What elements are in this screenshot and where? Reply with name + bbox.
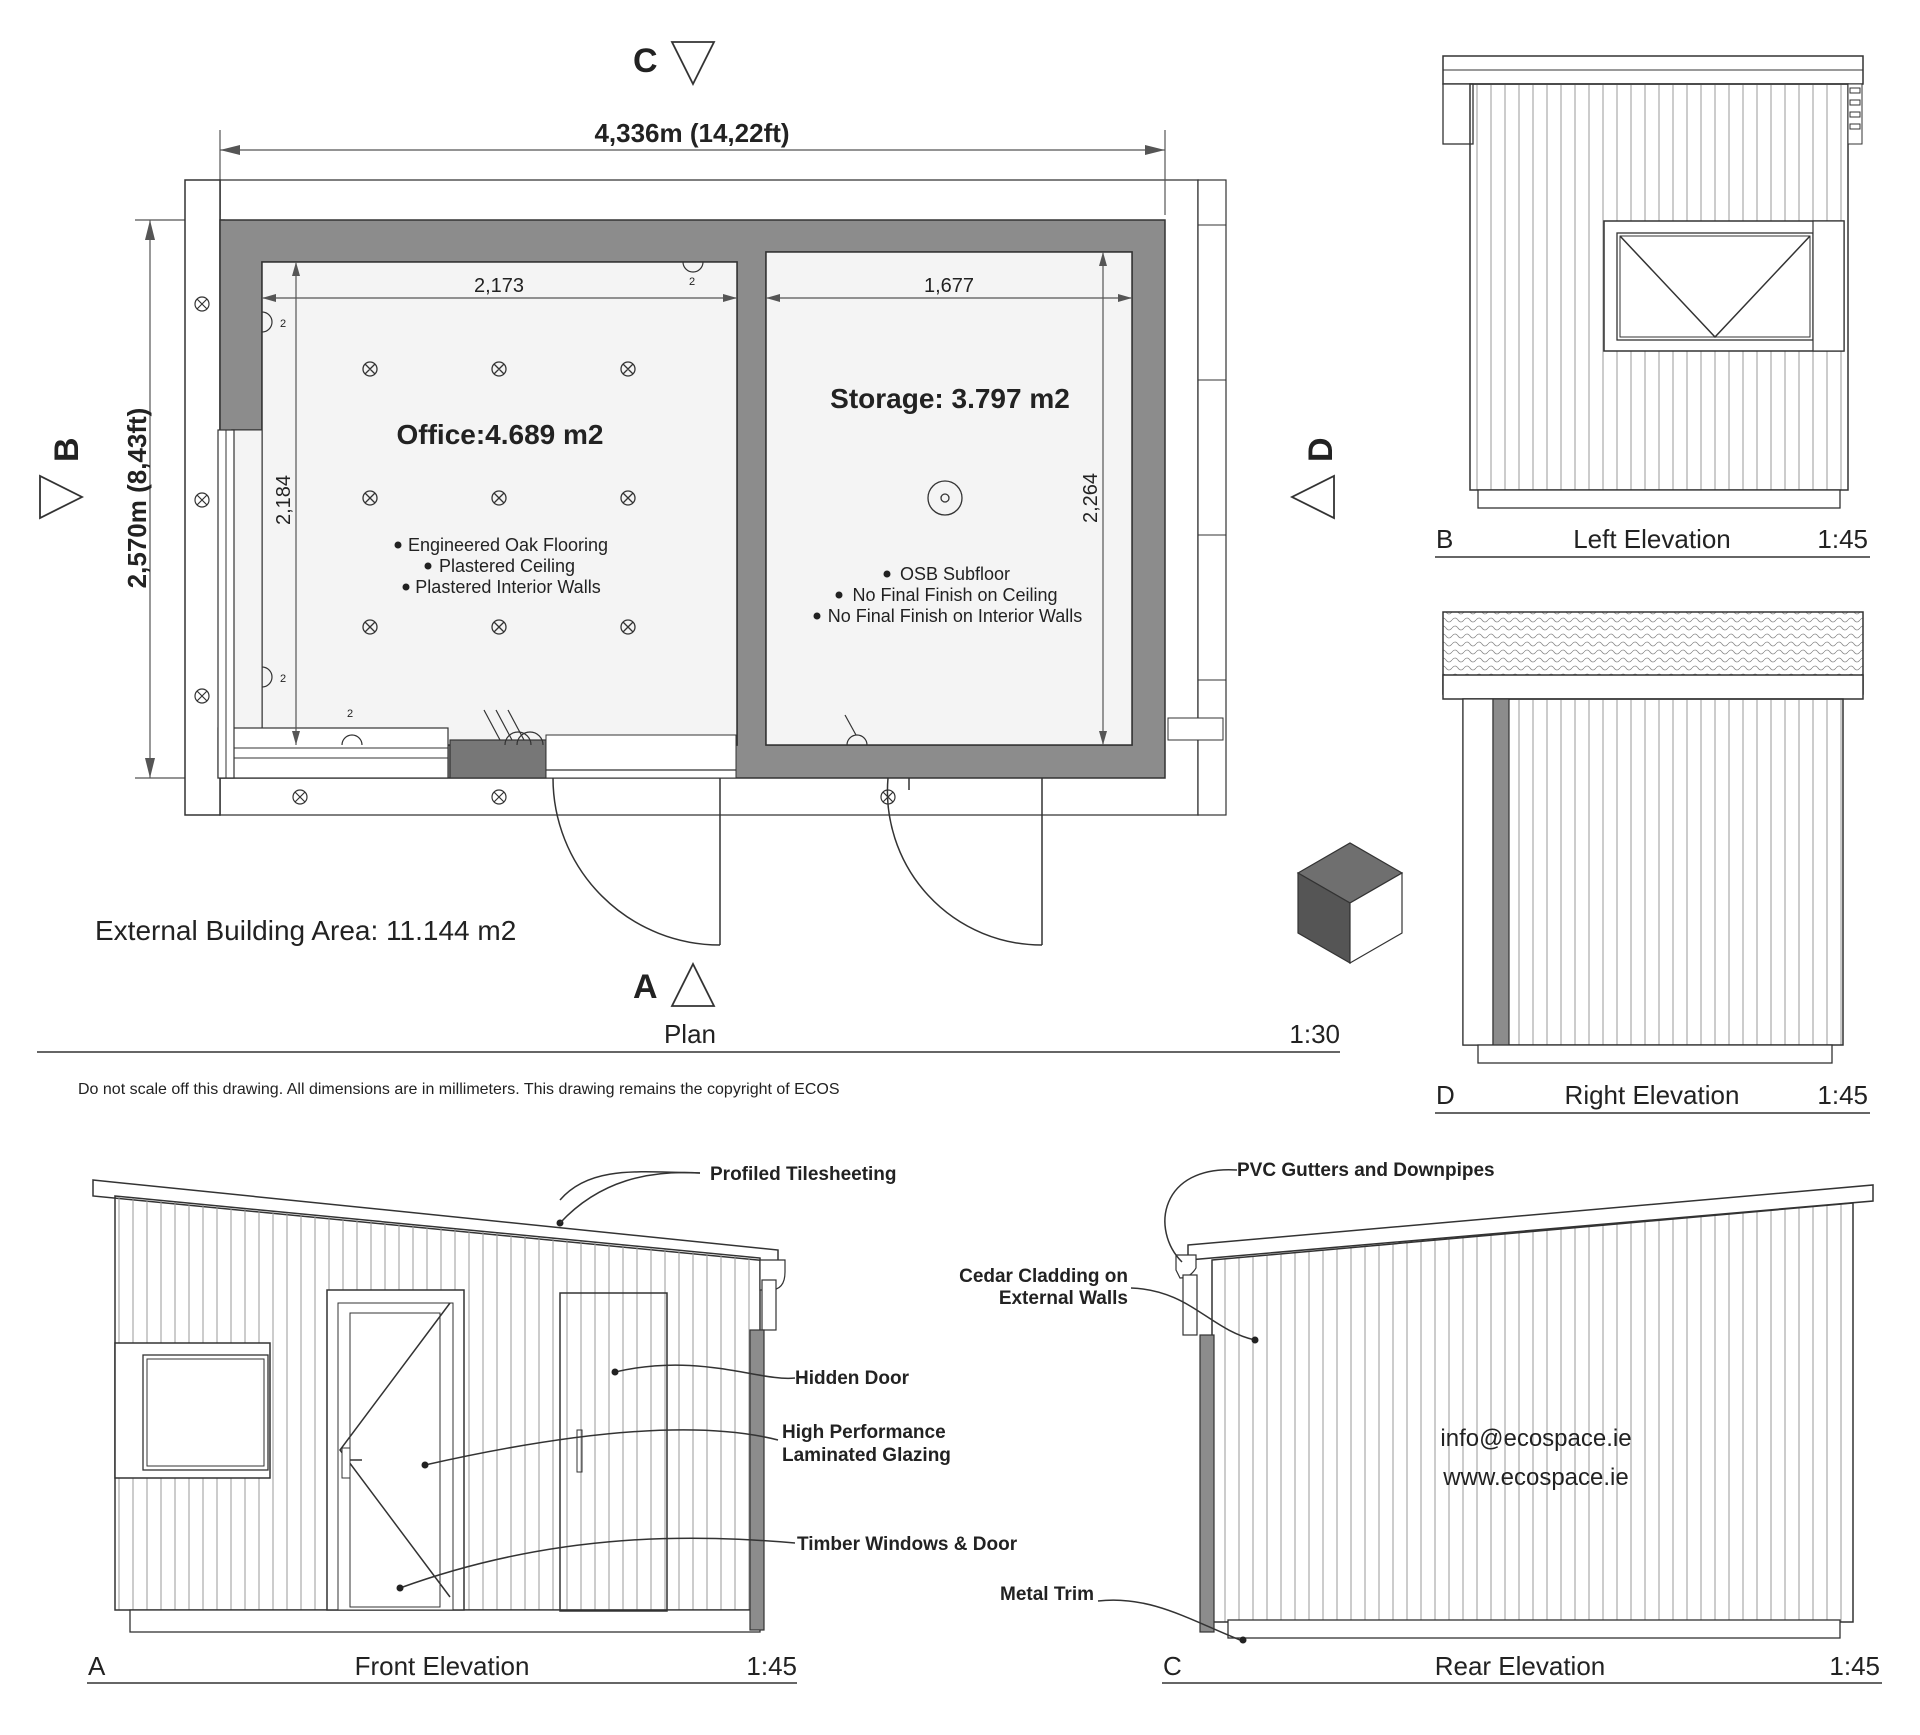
front-elevation: [87, 1164, 1018, 1683]
socket-label: 2: [280, 673, 287, 685]
rear-elevation-scale: 1:45: [1829, 1651, 1880, 1681]
arrow-up-icon: [145, 220, 155, 240]
section-a-marker-icon: [672, 964, 714, 1006]
door-handle-icon: [342, 1448, 350, 1478]
right-elevation: [1435, 612, 1870, 1113]
window-reveal: [232, 430, 262, 745]
downpipe-outlet: [1168, 718, 1223, 740]
section-a-label: A: [633, 968, 658, 1006]
office-room-title: Office:4.689 m2: [396, 419, 604, 450]
storage-note: No Final Finish on Interior Walls: [827, 606, 1083, 626]
callout-glazing-line2: Laminated Glazing: [782, 1445, 951, 1466]
plan-view: [37, 42, 1402, 1098]
callout-cladding-line2: External Walls: [998, 1288, 1128, 1309]
office-note: Engineered Oak Flooring: [407, 535, 609, 555]
section-c-marker-icon: [672, 42, 714, 84]
callout-roof: Profiled Tilesheeting: [710, 1164, 897, 1185]
callout-glazing-line1: High Performance: [782, 1422, 946, 1443]
office-door-opening: [546, 735, 736, 778]
section-d-marker-icon: [1292, 476, 1334, 518]
callout-timber: Timber Windows & Door: [797, 1534, 1018, 1555]
rear-elevation: [959, 1160, 1882, 1683]
arrow-left-icon: [220, 145, 240, 155]
left-fascia: [185, 180, 220, 815]
callout-metal-trim: Metal Trim: [1000, 1584, 1094, 1605]
front-window-sill: [218, 728, 448, 778]
isometric-cube-icon: [1298, 843, 1402, 963]
section-b-label: B: [48, 437, 86, 462]
callout-cladding-line1: Cedar Cladding on: [959, 1266, 1128, 1287]
socket-label: 2: [280, 318, 287, 330]
disclaimer-note: Do not scale off this drawing. All dimensions are in millimeters. This drawing remains the copyright of ECOS: [78, 1081, 840, 1098]
arrow-down-icon: [145, 758, 155, 778]
callout-hidden-door: Hidden Door: [795, 1368, 909, 1389]
electrical-panel: [450, 740, 546, 778]
storage-note: No Final Finish on Ceiling: [852, 585, 1058, 605]
plan-title: Plan: [663, 1019, 717, 1049]
rear-elevation-letter: C: [1163, 1651, 1182, 1681]
right-elevation-scale: 1:45: [1817, 1080, 1868, 1110]
section-c-label: C: [633, 42, 658, 80]
storage-width-label: 1,677: [923, 275, 975, 297]
overall-depth-label: 2,570m (8,43ft): [122, 407, 152, 589]
rear-elevation-title: Rear Elevation: [1434, 1651, 1606, 1681]
plan-scale: 1:30: [1289, 1019, 1340, 1049]
office-depth-label: 2,184: [273, 474, 295, 526]
socket-label: 2: [347, 708, 354, 720]
right-elevation-title: Right Elevation: [1564, 1080, 1740, 1110]
arrow-right-icon: [1145, 145, 1165, 155]
left-elevation-letter: B: [1436, 524, 1454, 554]
external-area-label: External Building Area: 11.144 m2: [95, 915, 517, 946]
front-elevation-letter: A: [88, 1651, 106, 1681]
contact-website[interactable]: www.ecospace.ie: [1443, 1464, 1629, 1491]
storage-room-title: Storage: 3.797 m2: [830, 383, 1070, 414]
downpipe: [1493, 699, 1509, 1061]
left-elevation-scale: 1:45: [1817, 524, 1868, 554]
section-b-marker-icon: [40, 476, 82, 518]
left-elevation-title: Left Elevation: [1573, 524, 1731, 554]
office-door-swing-arc: [553, 778, 720, 945]
front-elevation-scale: 1:45: [746, 1651, 797, 1681]
office-note: Plastered Interior Walls: [415, 577, 601, 597]
office-room: [262, 262, 737, 745]
office-width-label: 2,173: [473, 275, 525, 297]
left-elevation: [1435, 56, 1870, 557]
office-note: Plastered Ceiling: [438, 556, 576, 576]
section-d-label: D: [1302, 437, 1340, 462]
storage-note: OSB Subfloor: [899, 564, 1011, 584]
callout-gutters: PVC Gutters and Downpipes: [1237, 1160, 1495, 1181]
contact-email[interactable]: info@ecospace.ie: [1440, 1425, 1632, 1452]
overall-width-label: 4,336m (14,22ft): [594, 118, 790, 148]
rear-wall-cladding: [1212, 1203, 1853, 1622]
downpipe: [1200, 1335, 1214, 1632]
socket-label: 2: [689, 276, 696, 288]
front-elevation-title: Front Elevation: [354, 1651, 530, 1681]
right-elevation-letter: D: [1436, 1080, 1455, 1110]
storage-door-swing-arc: [887, 778, 1042, 945]
storage-depth-label: 2,264: [1080, 472, 1102, 524]
